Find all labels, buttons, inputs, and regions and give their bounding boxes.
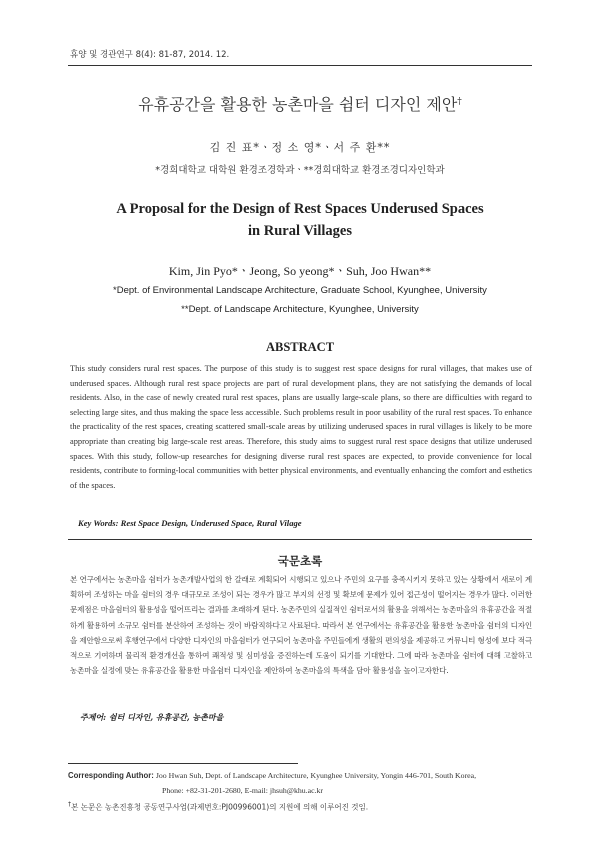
korean-affiliation: *경희대학교 대학원 환경조경학과ㆍ**경희대학교 환경조경디자인학과 [155,165,445,176]
abstract-heading: ABSTRACT [265,340,335,354]
english-title-line-2: in Rural Villages [248,223,352,239]
corresponding-label: Corresponding Author: [68,771,154,780]
funding-footnote-text: 본 논문은 농촌진흥청 공동연구사업(과제번호:PJ00996001)의 지원에 의해 이루어진 것임. [71,802,369,812]
korean-authors: 김 진 표*ㆍ정 소 영*ㆍ서 주 환** [209,141,391,154]
funding-footnote-mark: † [68,801,72,808]
corresponding-address: Joo Hwan Suh, Dept. of Landscape Architecture, Kyunghee University, Yongin 446-701, South Korea, [155,771,477,780]
corresponding-author [68,770,530,781]
title-footnote-mark: † [457,97,462,107]
korean-summary-body: 본 연구에서는 농촌마을 쉼터가 농촌개발사업의 한 갈래로 계획되어 시행되고 있으나 주민의 요구를 충족시키지 못하고 있는 상황에서 새로이 계획하여 조성하는 마을 쉼터의 경우 대규모로 조성이 되는 경우가 많고 부지의 선정 및 확보에 문제가 있어 접근성이 떨어지는 경우가 많다. 이러한 문제점은 마을쉼터의 활용성을 떨어뜨리는 결과를 초래하게 된다. 농촌주민의 실질적인 쉼터로서의 활용을 위해서는 농촌마을의 유휴공간을 적절하게 활용하여 소규모 쉼터를 분산하여 조성하는 것이 바람직하다고 사료된다. 따라서 본 연구에서는 유휴공간을 활용한 농촌마을 쉼터의 디자인을 제안함으로써 후행연구에서 다양한 디자인의 마을쉼터가 연구되어 농촌마을 주민들에게 생활의 편의성을 제공하고 커뮤니티 형성에 보다 적극적으로 기여하며 물리적 환경개선을 통하여 쾌적성 및 심미성을 증진하는데 도움이 되기를 기대한다. 그에 따라 농촌마을 쉼터에 대해 고찰하고 농촌마을 실정에 맞는 유휴공간을 활용한 마을쉼터 디자인을 제안하여 농촌마을의 특색을 담아 활용성을 높이고자한다. [70,575,532,676]
english-keywords: Key Words: Rest Space Design, Underused Space, Rural Vilage [78,518,302,528]
section-divider [68,539,532,540]
korean-summary-heading: 국문초록 [277,554,323,568]
abstract-body: This study considers rural rest spaces. The purpose of this study is to suggest rest space designs for rural villages, that makes use of underused spaces. Although rural rest space projects are part of rural development plans, they are not satisfying the demands of local residents. Also, in the case of newly created rural rest spaces, plans are usually large-scale plans, so there are difficulties with regard to selecting large sites, and thus making the space less accessible. Such problems result in poor usability of the rural rest spaces. To enhance the practicality of the rest spaces, creating scattered small-scale areas by utilizing underused spaces in rural villages is likely to be more appropriate than creating big large-scale rest areas. Therefore, this study aims to suggest rural rest space designs that utilize underused spaces. With this study, follow-up researches for designing diverse rural rest spaces are expected, to provide convenience for local residents, contribute to forming-local communities with better physical environments, and eventually enhancing the comfort and esthetics of the spaces. [70,364,532,490]
english-affiliation-2: **Dept. of Landscape Architecture, Kyunghee, University [181,304,419,315]
journal-citation: 휴양 및 경관연구 8(4): 81-87, 2014. 12. [70,50,230,60]
korean-title [0,92,600,115]
english-title [80,198,520,242]
english-title-line-1: A Proposal for the Design of Rest Spaces Underused Spaces [116,201,484,217]
corresponding-contact: Phone: +82-31-201-2680, E-mail: jhsuh@khu.ac.kr [162,786,323,795]
header-rule [68,65,532,66]
korean-title-text: 유휴공간을 활용한 농촌마을 쉼터 디자인 제안 [138,95,458,114]
funding-footnote [68,801,368,813]
english-affiliation-1: *Dept. of Environmental Landscape Architecture, Graduate School, Kyunghee, University [113,285,487,296]
footnote-rule [68,763,298,764]
korean-keywords: 주제어: 쉼터 디자인, 유휴공간, 농촌마을 [80,712,224,722]
english-authors: Kim, Jin Pyo*ㆍJeong, So yeong*ㆍSuh, Joo Hwan** [168,264,432,278]
